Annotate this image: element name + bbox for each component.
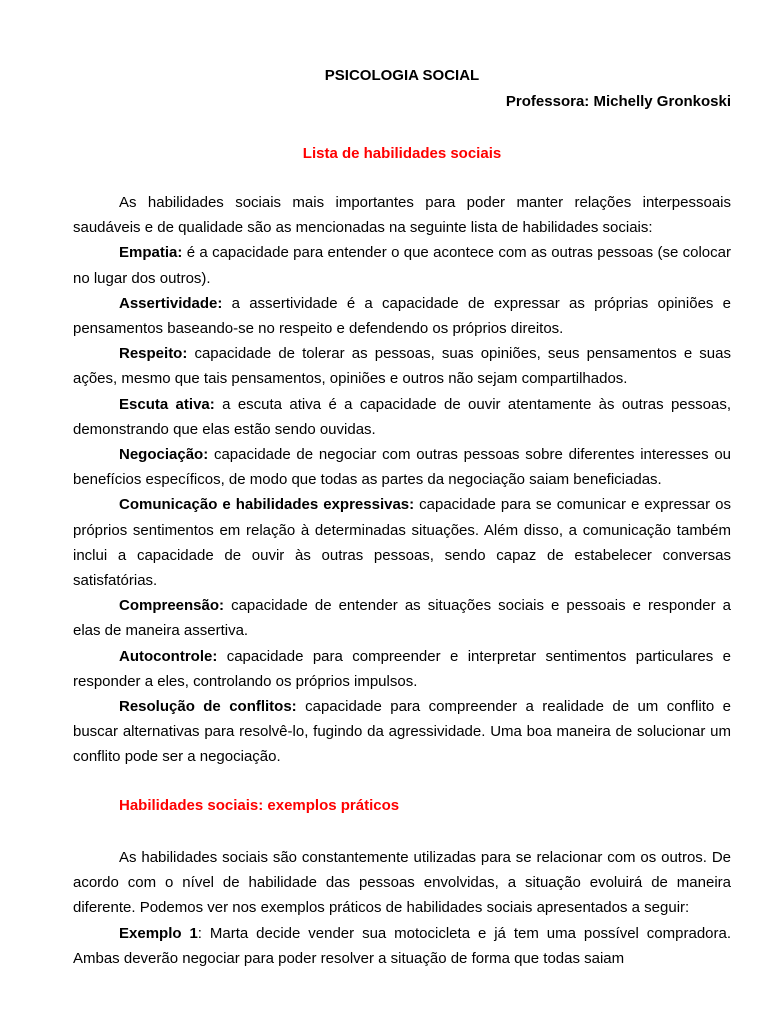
skill-term: Respeito: — [119, 345, 188, 363]
skill-compreensao — [73, 593, 731, 643]
skill-description: é a capacidade para entender o que acontece com as outras pessoas (se colocar no lugar dos outros). — [73, 244, 731, 287]
course-title: PSICOLOGIA SOCIAL — [324, 67, 480, 84]
skill-description: capacidade de tolerar as pessoas, suas opiniões, seus pensamentos e suas ações, mesmo que tais pensamentos, opiniões e outros não sejam compartilhados. — [73, 345, 731, 388]
skill-term: Assertividade: — [119, 294, 223, 312]
examples-section-title: Habilidades sociais: exemplos práticos — [119, 797, 400, 814]
skill-term: Empatia: — [119, 244, 183, 262]
document-page — [73, 0, 731, 1024]
skill-term: Negociação: — [119, 446, 209, 464]
skill-description: capacidade para se comunicar e expressar os próprios sentimentos em relação à determinadas situações. Além disso, a comunicação também inclui a capacidade de ouvir às outras pessoas, sendo capaz de estabelecer conversas satisfatórias. — [73, 496, 731, 590]
example-term: Exemplo 1 — [119, 924, 198, 942]
skill-autocontrole — [73, 644, 731, 694]
professor-name: Professora: Michelly Gronkoski — [505, 93, 731, 110]
skill-description: capacidade de entender as situações sociais e pessoais e responder a elas de maneira assertiva. — [73, 597, 731, 640]
example-1-paragraph — [73, 921, 731, 971]
skill-term: Compreensão: — [119, 597, 225, 615]
skill-negociacao — [73, 442, 731, 492]
skill-assertividade — [73, 291, 731, 341]
skill-description: capacidade para compreender a realidade de um conflito e buscar alternativas para resolvê-lo, fugindo da agressividade. Uma boa maneira de solucionar um conflito pode ser a negociação. — [73, 698, 731, 766]
skill-description: capacidade para compreender e interpretar sentimentos particulares e responder a eles, controlando os próprios impulsos. — [73, 647, 731, 690]
skill-empatia — [73, 240, 731, 290]
example-description: : Marta decide vender sua motocicleta e já tem uma possível compradora. Ambas deverão negociar para poder resolver a situação de forma que todas saiam — [73, 924, 732, 967]
list-title: Lista de habilidades sociais — [302, 145, 502, 162]
skill-term: Resolução de conflitos: — [119, 698, 297, 716]
skill-description: a assertividade é a capacidade de expressar as próprias opiniões e pensamentos baseando-se no respeito e defendendo os próprios direitos. — [73, 294, 731, 338]
skill-escuta-ativa — [73, 392, 731, 442]
skill-term: Autocontrole: — [119, 647, 218, 665]
list-intro-paragraph: As habilidades sociais mais importantes para poder manter relações interpessoais saudáveis e de qualidade são as mencionadas na seguinte lista de habilidades sociais: — [73, 194, 731, 237]
skills-list-section — [73, 190, 731, 770]
skill-description: a escuta ativa é a capacidade de ouvir atentamente às outras pessoas, demonstrando que elas estão sendo ouvidas. — [73, 395, 731, 438]
examples-intro-paragraph: As habilidades sociais são constantemente utilizadas para se relacionar com os outros. De acordo com o nível de habilidade das pessoas envolvidas, a situação evoluirá de maneira diferente. Podemos ver nos exemplos práticos de habilidades sociais apresentados a seguir: — [73, 849, 731, 917]
examples-section — [73, 845, 731, 971]
skill-comunicacao — [73, 492, 731, 593]
skill-respeito — [73, 341, 731, 391]
skill-term: Escuta ativa: — [119, 395, 215, 413]
skill-resolucao-conflitos — [73, 694, 731, 770]
skill-description: capacidade de negociar com outras pessoas sobre diferentes interesses ou benefícios específicos, de modo que todas as partes da negociação saiam beneficiadas. — [73, 446, 731, 489]
skill-term: Comunicação e habilidades expressivas: — [119, 496, 415, 514]
